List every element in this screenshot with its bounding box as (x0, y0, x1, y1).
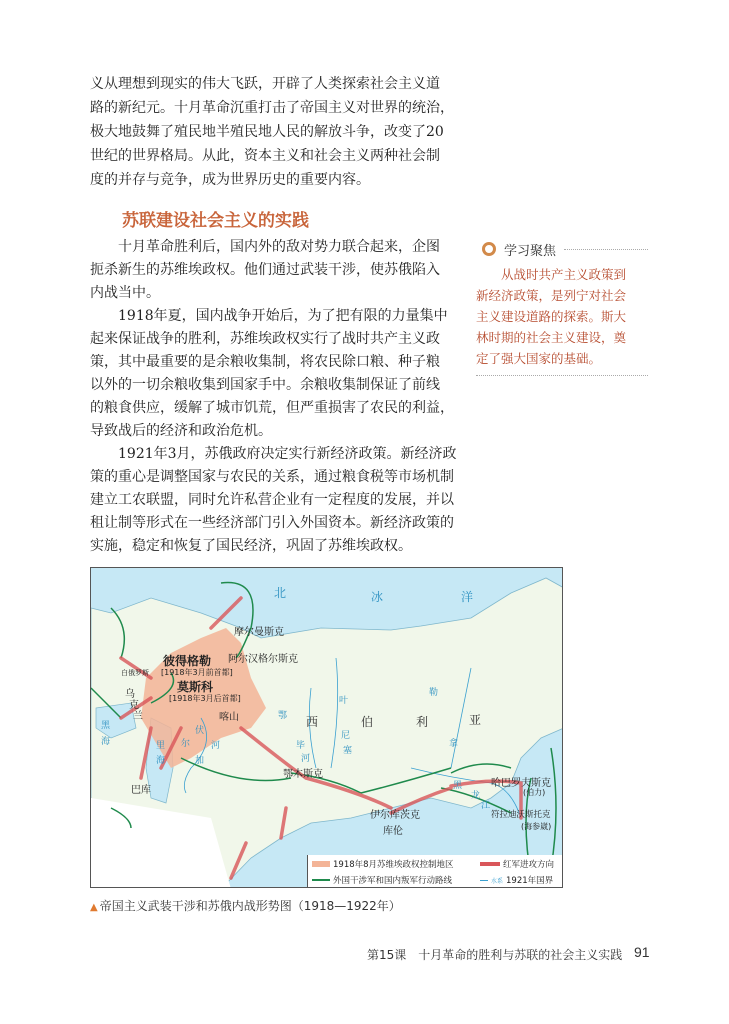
text-line: 路的新纪元。十月革命沉重打击了帝国主义对世界的统治， (90, 100, 454, 116)
label-river: 鄂 (278, 711, 288, 721)
city-kazan: 喀山 (219, 712, 239, 723)
lesson-title-footer: 第15课 十月革命的胜利与苏联的社会主义实践 (367, 948, 623, 962)
legend-label: 外国干涉军和国内叛军行动路线 (333, 876, 453, 886)
label-river: 河 (211, 741, 221, 751)
text-line: 租让制等形式在一些经济部门引入外国资本。新经济政策的 (90, 515, 454, 531)
text-line: 建立工农联盟，同时允许私营企业有一定程度的发展，并以 (90, 492, 454, 508)
section-heading: 苏联建设社会主义的实践 (122, 211, 309, 231)
text-line: 内战当中。 (90, 285, 160, 301)
text-line: 定了强大国家的基础。 (476, 351, 602, 366)
label-water: 海 (101, 737, 111, 747)
text-line: 从战时共产主义政策到 (476, 267, 627, 282)
text-line: 实施，稳定和恢复了国民经济，巩固了苏维埃政权。 (90, 538, 412, 554)
label-river: 毕 (296, 741, 306, 751)
label-sea: 洋 (461, 590, 474, 604)
label-region: 亚 (469, 713, 482, 727)
label-river: 黑 (453, 781, 463, 791)
label-river: 龙 (471, 791, 481, 801)
text-line: 度的并存与竞争，成为世界历史的重要内容。 (90, 172, 370, 188)
legend-swatch-controlled (312, 861, 330, 867)
civil-war-map (90, 567, 563, 888)
text-line: 主义建设道路的探索。斯大 (476, 309, 627, 324)
label-river: 塞 (343, 746, 353, 756)
legend-swatch-red-arrow (480, 862, 500, 866)
legend-label: 1918年8月苏维埃政权控制地区 (333, 860, 454, 870)
text-line: 世纪的世界格局。从此，资本主义和社会主义两种社会制 (90, 148, 440, 164)
caption-text: 帝国主义武装干涉和苏俄内战形势图（1918—1922年） (99, 899, 401, 913)
text-line: 新经济政策，是列宁对社会 (476, 288, 627, 303)
city-note: (伯力) (523, 788, 546, 797)
city-vladivostok: 符拉迪沃斯托克 (491, 810, 551, 820)
study-focus-text (476, 264, 648, 369)
map-caption (90, 897, 401, 914)
triangle-icon: ▲ (90, 902, 98, 913)
study-focus-box (476, 238, 648, 376)
text-line: 1921年3月，苏俄政府决定实行新经济政策。新经济政 (118, 446, 457, 462)
divider (476, 375, 648, 376)
text-line: 策，其中最重要的是余粮收集制，将农民除口粮、种子粮 (90, 354, 440, 370)
text-line: 十月革命胜利后，国内外的敌对势力联合起来，企图 (118, 239, 440, 255)
map-legend (307, 855, 563, 888)
label-region: 利 (416, 715, 429, 729)
label-water: 海 (156, 756, 166, 766)
city-omsk: 鄂木斯克 (283, 769, 323, 780)
label-ukraine: 克 (129, 700, 139, 711)
label-river: 尔 (181, 739, 191, 749)
text-line: 策的重心是调整国家与农民的关系，通过粮食税等市场机制 (90, 469, 454, 485)
text-line: 起来保证战争的胜利，苏维埃政权实行了战时共产主义政 (90, 331, 440, 347)
legend-swatch-green-arrow (312, 879, 330, 881)
text-line: 以外的一切余粮收集到国家手中。余粮收集制保证了前线 (90, 377, 440, 393)
city-label: 白俄罗斯 (121, 669, 149, 677)
text-line: 导致战后的经济和政治危机。 (90, 423, 272, 439)
label-sea: 北 (274, 586, 287, 600)
city-petrograd: 彼得格勒 (163, 654, 212, 668)
legend-label: 水系 (491, 877, 504, 885)
focus-icon (482, 242, 496, 256)
label-river: 拿 (449, 739, 459, 749)
label-river: 加 (195, 756, 205, 766)
text-line: 的粮食供应，缓解了城市饥荒，但严重损害了农民的利益， (90, 400, 454, 416)
label-ukraine: 兰 (133, 711, 143, 722)
text-line: 林时期的社会主义建设，奠 (476, 330, 627, 345)
label-ukraine: 乌 (125, 689, 135, 700)
label-region: 伯 (361, 715, 374, 729)
page-number: 91 (634, 944, 650, 960)
city-moscow: 莫斯科 (177, 680, 214, 694)
city-murmansk: 摩尔曼斯克 (234, 627, 284, 638)
label-river: 尼 (341, 731, 351, 741)
text-line: 1918年夏，国内战争开始后，为了把有限的力量集中 (118, 308, 448, 324)
legend-label: 红军进攻方向 (503, 860, 555, 870)
label-river: 江 (481, 801, 491, 811)
city-note: (海参崴) (521, 822, 552, 831)
label-sea: 冰 (371, 590, 384, 604)
text-line: 扼杀新生的苏维埃政权。他们通过武装干涉，使苏俄陷入 (90, 262, 440, 278)
label-river: 叶 (339, 696, 349, 706)
city-note: [1918年3月后首都] (169, 694, 241, 703)
city-irkutsk: 伊尔库茨克 (370, 810, 420, 821)
label-region: 西 (306, 715, 319, 729)
text-line: 极大地鼓舞了殖民地半殖民地人民的解放斗争，改变了20 (90, 124, 444, 140)
city-note: [1918年3月前首都] (161, 668, 233, 677)
divider (564, 249, 648, 250)
study-focus-title: 学习聚焦 (504, 243, 557, 259)
label-river: 勒 (429, 688, 439, 698)
city-baku: 巴库 (131, 785, 151, 796)
label-river: 河 (301, 754, 311, 764)
city-khabarovsk: 哈巴罗夫斯克 (491, 778, 551, 789)
label-water: 黑 (101, 721, 111, 731)
map-graphic (91, 568, 563, 888)
legend-swatch-river (480, 880, 488, 881)
text-line: 义从理想到现实的伟大飞跃，开辟了人类探索社会主义道 (90, 76, 440, 92)
city-kulun: 库伦 (383, 826, 403, 837)
city-arkhangelsk: 阿尔汉格尔斯克 (228, 654, 298, 665)
label-water: 里 (156, 741, 166, 751)
label-river: 伏 (195, 726, 205, 736)
legend-label: 1921年国界 (506, 876, 554, 886)
